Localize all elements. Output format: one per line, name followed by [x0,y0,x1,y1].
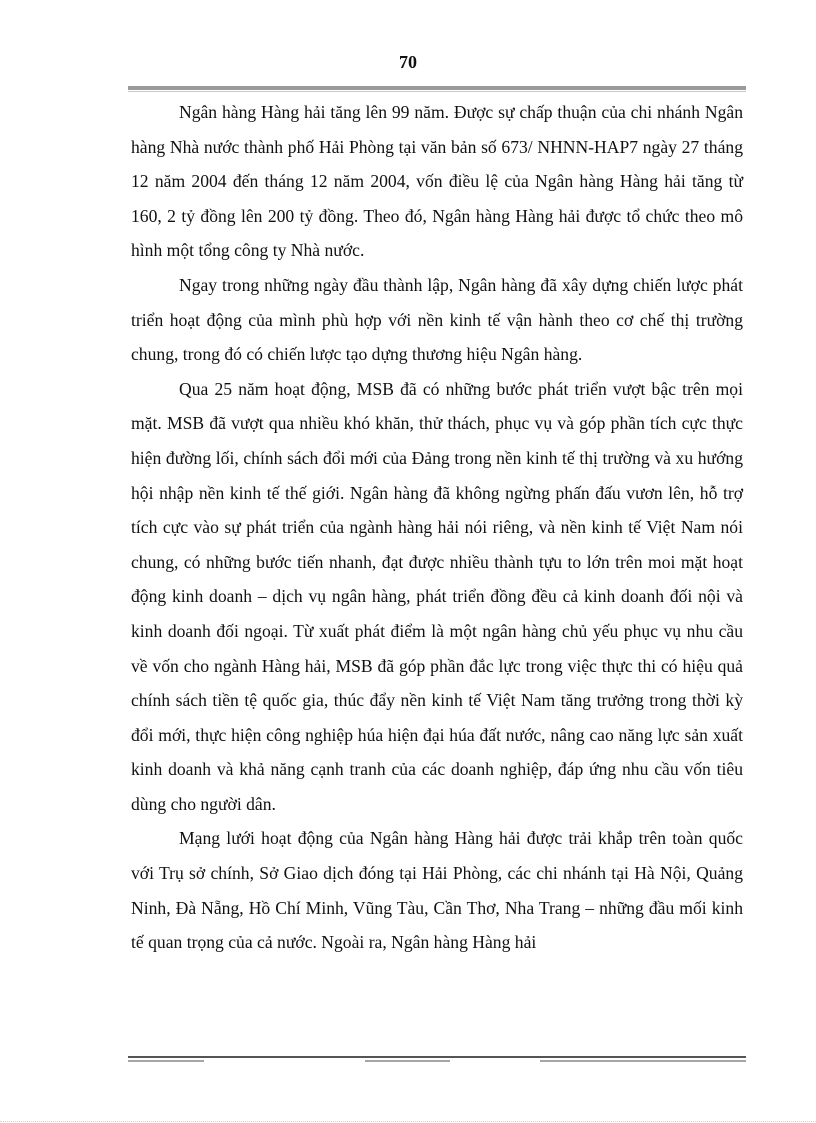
paragraph-brand-strategy: Ngay trong những ngày đầu thành lập, Ngân hàng đã xây dựng chiến lược phát triển hoạt động của mình phù hợp với nền kinh tế vận hành theo cơ chế thị trường chung, trong đó có chiến lược tạo dựng thương hiệu Ngân hàng. [131,274,743,365]
header-rule [128,86,746,90]
paragraph-network: Mạng lưới hoạt động của Ngân hàng Hàng hải được trải khắp trên toàn quốc với Trụ sở chính, Sở Giao dịch đóng tại Hải Phòng, các chi nhánh tại Hà Nội, Quảng Ninh, Đà Nẵng, Hồ Chí Minh, Vũng Tàu, Cần Thơ, Nha Trang – những đầu mối kinh tế quan trọng của cả nước. Ngoài ra, Ngân hàng Hàng hải [131,828,743,953]
footer-rule [128,1056,746,1058]
footer-rule-segment [128,1060,204,1062]
body-text [131,95,743,960]
header-rule-thin [128,91,746,92]
paragraph-25-years: Qua 25 năm hoạt động, MSB đã có những bước phát triển vượt bậc trên mọi mặt. MSB đã vượt qua nhiều khó khăn, thử thách, phục vụ và góp phần tích cực thực hiện đường lối, chính sách đổi mới của Đảng trong nền kinh tế thị trường và xu hướng hội nhập nền kinh tế thế giới. Ngân hàng đã không ngừng phấn đấu vươn lên, hỗ trợ tích cực vào sự phát triển của ngành hàng hải nói riêng, và nền kinh tế Việt Nam nói chung, có những bước tiến nhanh, đạt được nhiều thành tựu to lớn trên moi mặt hoạt động kinh doanh – dịch vụ ngân hàng, phát triển đồng đều cả kinh doanh đối nội và kinh doanh đối ngoại. Từ xuất phát điểm là một ngân hàng chủ yếu phục vụ nhu cầu về vốn cho ngành Hàng hải, MSB đã góp phần đắc lực trong việc thực thi có hiệu quả chính sách tiền tệ quốc gia, thúc đẩy nền kinh tế Việt Nam tăng trưởng trong thời kỳ đổi mới, thực hiện công nghiệp húa hiện đại húa đất nước, nâng cao năng lực sản xuất kinh doanh và khả năng cạnh tranh của các doanh nghiệp, đáp ứng nhu cầu vốn tiêu dùng cho người dân. [131,378,743,814]
page-bottom-border [0,1121,816,1122]
footer-rule-segment [540,1060,746,1062]
footer-rule-segment [365,1060,450,1062]
paragraph-capital-increase: Ngân hàng Hàng hải tăng lên 99 năm. Được sự chấp thuận của chi nhánh Ngân hàng Nhà nước thành phố Hải Phòng tại văn bản số 673/ NHNN-HAP7 ngày 27 tháng 12 năm 2004 đến tháng 12 năm 2004, vốn điều lệ của Ngân hàng Hàng hải tăng từ 160, 2 tỷ đồng lên 200 tỷ đồng. Theo đó, Ngân hàng Hàng hải được tổ chức theo mô hình một tổng công ty Nhà nước. [131,102,743,261]
page-number: 70 [399,52,417,72]
